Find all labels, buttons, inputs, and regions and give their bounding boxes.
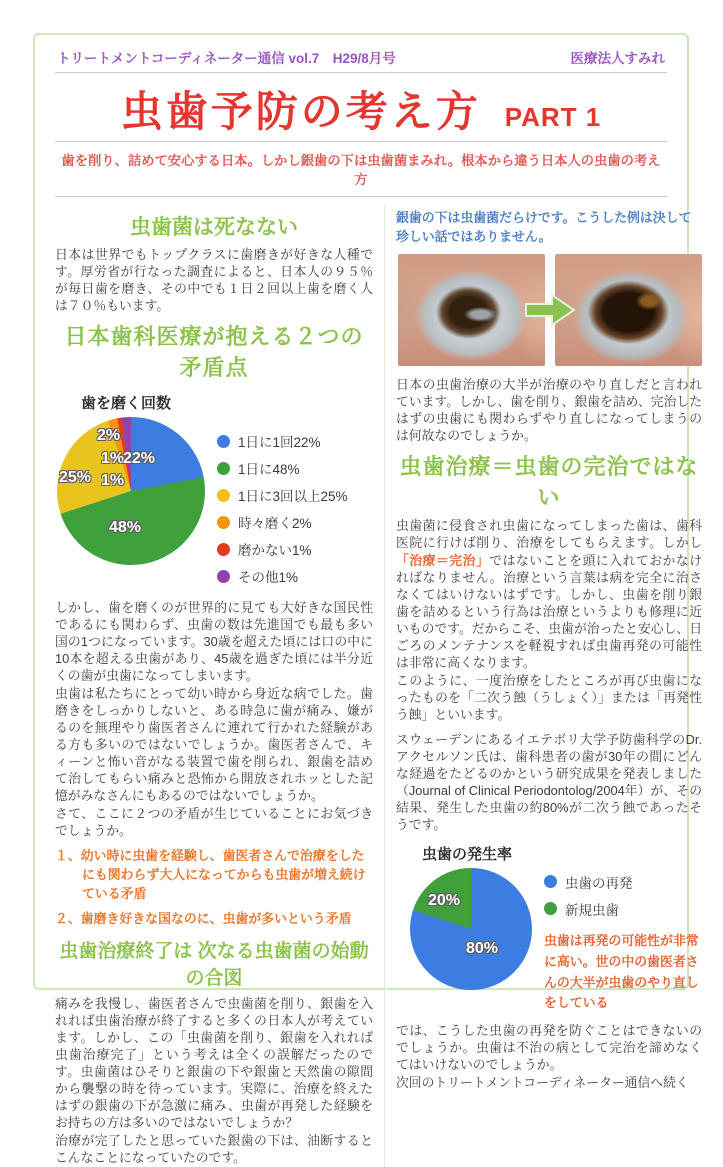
legend-label: 1日に48% [238, 462, 300, 478]
brushing-chart-legend [217, 431, 348, 593]
legend-item [217, 485, 348, 505]
legend-label: 新規虫歯 [565, 902, 619, 918]
contradiction-point-2: ２、歯磨き好きな国なのに、虫歯が多いという矛盾 [55, 911, 352, 927]
legend-dot-orange [217, 516, 230, 529]
legend-label: 磨かない1% [238, 543, 312, 559]
para-cure-highlight: 「治療＝完治」 [396, 552, 490, 568]
legend-item [544, 872, 702, 892]
header-left-title: トリートメントコーディネーター通信 vol.7 H29/8月号 [57, 51, 396, 66]
para-however: しかし、歯を磨くのが世界的に見ても大好きな国民性であるにも関わらず、虫歯の数は先進国でも最も多い国の1つになっています。30歳を超えた頃には口の中に10本を超える虫歯があり、45歳を過ぎた頃には半分近くの歯が虫歯になってしまいます。 [55, 600, 373, 684]
para-redo: 日本の虫歯治療の大半が治療のやり直しだと言われています。しかし、歯を削り、銀歯を詰め、完治したはずの虫歯にも関わらずやり直しになってしまうのは何故なのでしょうか。 [396, 377, 702, 444]
legend-item [217, 566, 348, 586]
legend-item [217, 431, 348, 451]
tooth-photos [398, 254, 702, 366]
legend-item [217, 512, 348, 532]
para-sweden: スウェーデンにあるイエテボリ大学予防歯科学のDr.アクセルソン氏は、歯科患者の歯が30年の間にどんな経過をたどるのかという研究成果を発表しました（Journal of Clinical Periodontolog/2004年）が、その結果、発生した虫歯の約80%が二次う蝕であったそうです。 [396, 731, 702, 832]
recurrence-chart [396, 868, 702, 1015]
subtitle-divider [55, 196, 667, 197]
para-caution: 治療が完了したと思っていた銀歯の下は、油断するとこんなことになっていたのです。 [55, 1133, 373, 1166]
para-pain: 痛みを我慢し、歯医者さんで虫歯菌を削り、銀歯を入れれば虫歯治療が終了すると多くの日本人が考えています。しかし、この「虫歯菌を削り、銀歯を入れれば虫歯治療完了」という考えは全くの誤解だったのです。虫歯菌はひそりと銀歯の下や銀歯と天然歯の隙間から襲撃の時を待っています。実際に、治療を終えたはずの銀歯の下が急激に痛み、虫歯が再発した経験をお持ちの方は多いのではないでしょうか？ [55, 996, 373, 1131]
recurrence-chart-title: 虫歯の発生率 [422, 845, 513, 863]
para-cure-after: ではないことを頭に入れておかなければなりません。治療という言葉は病を完全に治さなくてはいけないはずです。しかし、虫歯を削り銀歯を詰めるという行為は治療というよりも修理に近いものです。だからこそ、虫歯が治ったと安心し、日ごろのメンテナンスを軽視すれば虫歯再発の可能性は非常に高くなります。 [396, 552, 703, 670]
recurrence-pie-chart [410, 868, 532, 990]
page-title-main: 虫歯予防の考え方 [120, 88, 481, 135]
tooth-photo-after [555, 254, 702, 366]
page-title [55, 73, 667, 141]
page-title-part: PART 1 [504, 102, 602, 132]
pie-slice-label: 48% [109, 519, 142, 537]
para-nijiu: このように、一度治療をしたところが再び虫歯になったものを「二次う蝕（うしょく）」または「再発性う蝕」といいます。 [396, 672, 702, 722]
para-brushing: 日本は世界でもトップクラスに歯磨きが好きな人種です。厚労省が行なった調査によると、日本人の９５％が毎日歯を磨き、その中でも１日２回以上歯を磨く人は７０％もいます。 [55, 247, 373, 314]
legend-item [544, 899, 702, 919]
brushing-chart [55, 417, 373, 593]
para-sate: さて、ここに２つの矛盾が生じていることにお気づきでしょうか。 [55, 806, 373, 839]
legend-dot-blue [217, 435, 230, 448]
para-childhood: 虫歯は私たちにとって幼い時から身近な病でした。歯磨きをしっかりしないと、ある時急に歯が痛み、嫌がるのを無理やり歯医者さんに連れて行かれた経験がある方も多いのではないでしょうか。歯医者さんで、キィーンと怖い音がなる装置で歯を削られ、銀歯を詰めて治してもらい痛みと恐怖から開放されホッとした記憶がみなさんにもあるのではないでしょうか。 [55, 686, 373, 804]
legend-dot-green [217, 462, 230, 475]
legend-label: 1日に3回以上25% [238, 489, 348, 505]
pie-slice-label: 22% [123, 450, 156, 468]
pie-slice-label: 80% [466, 939, 499, 957]
legend-dot-green [544, 902, 557, 915]
tooth-photo-before [398, 254, 545, 366]
pie-slice-label: 1% [101, 450, 125, 468]
newsletter-header [55, 43, 667, 72]
heading-treatment-not-cure: 虫歯治療＝虫歯の完治ではない [399, 454, 699, 511]
heading-two-contradictions: 日本歯科医療が抱える２つの矛盾点 [64, 324, 364, 381]
pie-slice-label: 2% [97, 427, 121, 445]
recurrence-warning-note: 虫歯は再発の可能性が非常に高い。世の中の歯医者さんの大半が虫歯のやり直しをしている [544, 932, 699, 1011]
legend-dot-red [217, 543, 230, 556]
page-subtitle: 歯を削り、詰めて安心する日本。しかし銀歯の下は虫歯菌まみれ。根本から違う日本人の虫歯の考え方 [61, 153, 661, 187]
legend-dot-blue [544, 875, 557, 888]
content-columns [55, 205, 703, 1167]
header-right-org: 医療法人すみれ [570, 51, 665, 66]
brushing-pie-chart [57, 417, 205, 565]
para-cure-before: 虫歯菌に侵食され虫歯になってしまった歯は、歯科医院に行けば削り、治療をしてもらえます。しかし [396, 518, 702, 551]
pie-slice-label: 20% [428, 891, 461, 909]
heading-treatment-end-signal: 虫歯治療終了は 次なる虫歯菌の始動の合図 [59, 941, 369, 990]
recurrence-chart-legend [544, 872, 702, 1015]
legend-item [217, 458, 348, 478]
legend-label: 虫歯の再発 [565, 875, 633, 891]
para-next: 次回のトリートメントコーディネーター通信へ続く [396, 1075, 689, 1091]
legend-label: その他1% [238, 570, 299, 586]
right-column [385, 205, 702, 1167]
para-prevent: では、こうした虫歯の再発を防ぐことはできないのでしょうか。虫歯は不治の病として完治を諦めなくてはいけないのでしょうか。 [396, 1023, 702, 1073]
legend-item [217, 539, 348, 559]
silver-tooth-note: 銀歯の下は虫歯菌だらけです。こうした例は決して珍しい話ではありません。 [396, 210, 692, 244]
contradiction-points [55, 847, 373, 929]
left-column [55, 205, 385, 1167]
legend-label: 1日に1回22% [238, 435, 321, 451]
page-frame [33, 33, 703, 1166]
pie-slice-label: 1% [101, 472, 125, 490]
legend-dot-purple [217, 570, 230, 583]
arrow-right-icon [524, 291, 576, 329]
heading-germ-never-dies: 虫歯菌は死なない [130, 216, 298, 239]
contradiction-point-1: １、幼い時に虫歯を経験し、歯医者さんで治療をしたにも関わらず大人になってからも虫歯が増え続けている矛盾 [55, 848, 366, 901]
legend-dot-yellow [217, 489, 230, 502]
legend-label: 時々磨く2% [238, 516, 312, 532]
para-cure [396, 517, 702, 670]
brushing-chart-title: 歯を磨く回数 [81, 395, 172, 413]
pie-slice-label: 25% [59, 469, 92, 487]
